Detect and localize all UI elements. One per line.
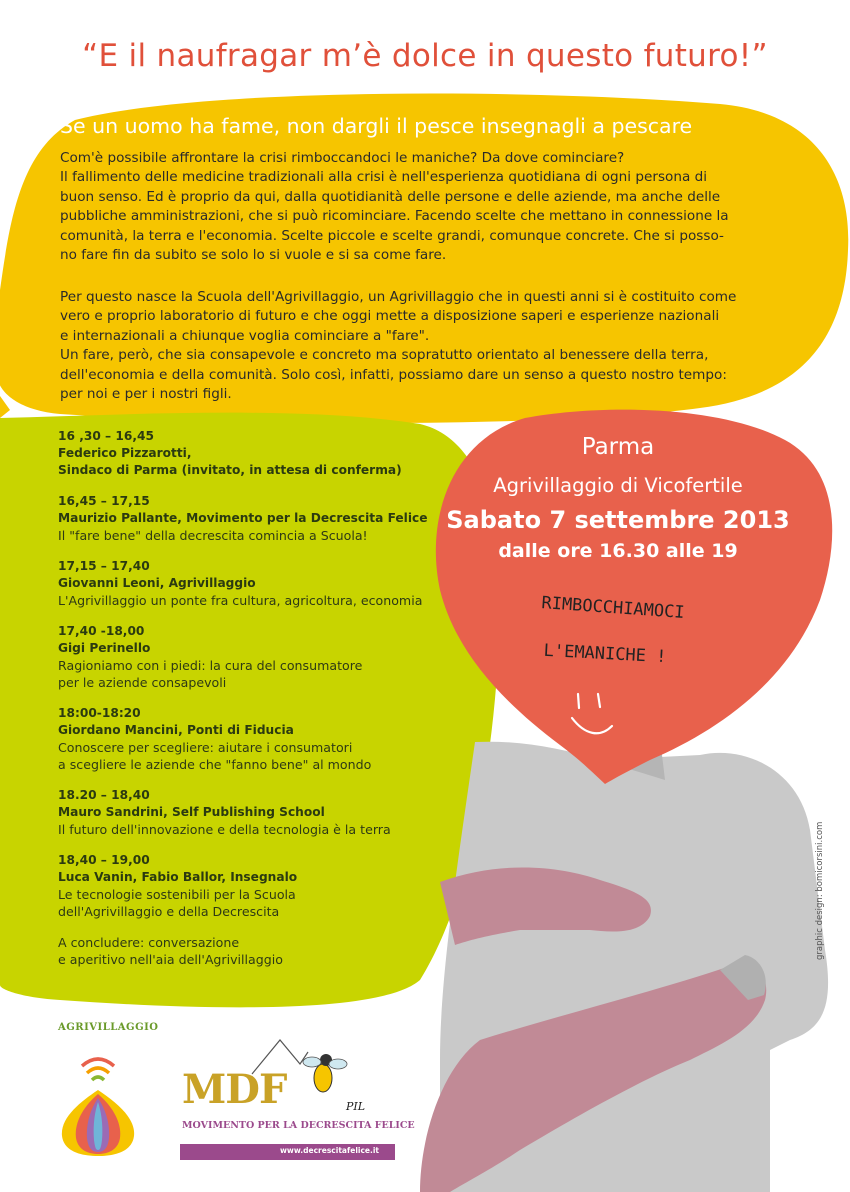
program-slot <box>58 428 478 479</box>
program-slot <box>58 558 478 609</box>
program-slot <box>58 852 478 920</box>
slot-description: Il "fare bene" della decrescita comincia a Scuola! <box>58 528 368 543</box>
slot-speaker: Giovanni Leoni, Agrivillaggio <box>58 576 256 590</box>
intro-line: vero e proprio laboratorio di futuro e che oggi mette a disposizione saperi e esperienze nazionali <box>60 308 720 325</box>
slot-time: 16 ,30 – 16,45 <box>58 429 154 443</box>
conclusion-note <box>58 934 478 968</box>
slot-description: Conoscere per scegliere: aiutare i consumatori <box>58 740 353 755</box>
event-city: Parma <box>581 434 655 460</box>
intro-line: Per questo nasce la Scuola dell'Agrivillaggio, un Agrivillaggio che in questi anni si è costituito come <box>60 289 737 305</box>
event-date: Sabato 7 settembre 2013 <box>446 506 790 534</box>
agrivillaggio-logo-text: AGRIVILLAGGIO <box>58 1022 159 1033</box>
intro-paragraph-1 <box>60 149 800 265</box>
slogan-line-2: L'EMANICHE ! <box>543 640 667 668</box>
program-schedule <box>58 428 478 968</box>
subtitle: Se un uomo ha fame, non dargli il pesce insegnagli a pescare <box>60 114 693 138</box>
red-pin-shape <box>436 410 832 784</box>
intro-line: no fare fin da subito se solo lo si vuole e si sa come fare. <box>60 247 447 264</box>
slot-speaker: Luca Vanin, Fabio Ballor, Insegnalo <box>58 870 298 884</box>
slot-description: Il futuro dell'innovazione e della tecnologia è la terra <box>58 822 391 837</box>
intro-line: buon senso. Ed è proprio da qui, dalla quotidianità delle persone e delle aziende, ma anche delle <box>60 188 721 205</box>
page-title: “E il naufragar m’è dolce in questo futuro!” <box>82 38 768 74</box>
intro-line: Un fare, però, che sia consapevole e concreto ma sopratutto orientato al benessere della terra, <box>60 347 709 364</box>
slot-time: 18,40 – 19,00 <box>58 853 150 867</box>
slot-description: Ragioniamo con i piedi: la cura del consumatore <box>58 658 363 673</box>
event-venue: Agrivillaggio di Vicofertile <box>493 474 743 497</box>
slot-speaker: Giordano Mancini, Ponti di Fiducia <box>58 723 294 737</box>
slot-speaker: Mauro Sandrini, Self Publishing School <box>58 805 325 819</box>
mdf-full-name: MOVIMENTO PER LA DECRESCITA FELICE <box>182 1120 415 1131</box>
slot-time: 17,40 -18,00 <box>58 624 145 638</box>
mdf-logo-letters: MDF <box>182 1066 287 1113</box>
intro-paragraph-2 <box>60 288 800 404</box>
agrivillaggio-onion-icon <box>58 1040 138 1160</box>
program-slot <box>58 493 478 544</box>
program-slot <box>58 623 478 691</box>
slot-description: dell'Agrivillaggio e della Decrescita <box>58 904 280 919</box>
design-credit: graphic design: bomicorsini.com <box>815 821 825 960</box>
slot-description: Le tecnologie sostenibili per la Scuola <box>58 887 296 902</box>
slot-speaker: Maurizio Pallante, Movimento per la Decrescita Felice <box>58 511 428 525</box>
slot-speaker: Gigi Perinello <box>58 641 151 655</box>
slot-time: 16,45 – 17,15 <box>58 494 150 508</box>
slot-time: 17,15 – 17,40 <box>58 559 150 573</box>
slot-description: per le aziende consapevoli <box>58 675 227 690</box>
intro-line: e internazionali a chiunque voglia cominciare a "fare". <box>60 327 430 344</box>
program-slot <box>58 787 478 838</box>
mdf-url: www.decrescitafelice.it <box>280 1146 379 1155</box>
intro-line: Il fallimento delle medicine tradizionali alla crisi è nell'esperienza quotidiana di ogni persona di <box>60 169 708 186</box>
slot-speaker: Federico Pizzarotti, <box>58 446 192 460</box>
conclusion-line: A concludere: conversazione <box>58 935 240 950</box>
pil-text: PIL <box>346 1100 366 1113</box>
slot-description: a scegliere le aziende che "fanno bene" al mondo <box>58 757 372 772</box>
event-hours: dalle ore 16.30 alle 19 <box>498 540 738 562</box>
intro-line: comunità, la terra e l'economia. Scelte piccole e scelte grandi, comunque concrete. Che si posso- <box>60 227 724 244</box>
intro-line: pubbliche amministrazioni, che si può ricominciare. Facendo scelte che mettano in connessione la <box>60 208 729 225</box>
program-slot <box>58 705 478 773</box>
intro-line: Com'è possibile affrontare la crisi rimboccandoci le maniche? Da dove cominciare? <box>60 150 625 166</box>
slogan-line-1: RIMBOCCHIAMOCI <box>540 593 686 623</box>
slot-time: 18:00-18:20 <box>58 706 141 720</box>
slot-description: L'Agrivillaggio un ponte fra cultura, agricoltura, economia <box>58 593 423 608</box>
slot-time: 18.20 – 18,40 <box>58 788 150 802</box>
slot-speaker-role: Sindaco di Parma (invitato, in attesa di conferma) <box>58 463 402 477</box>
conclusion-line: e aperitivo nell'aia dell'Agrivillaggio <box>58 952 283 967</box>
intro-line: per noi e per i nostri figli. <box>60 386 232 403</box>
intro-line: dell'economia e della comunità. Solo così, infatti, possiamo dare un senso a questo nostro tempo: <box>60 366 727 383</box>
